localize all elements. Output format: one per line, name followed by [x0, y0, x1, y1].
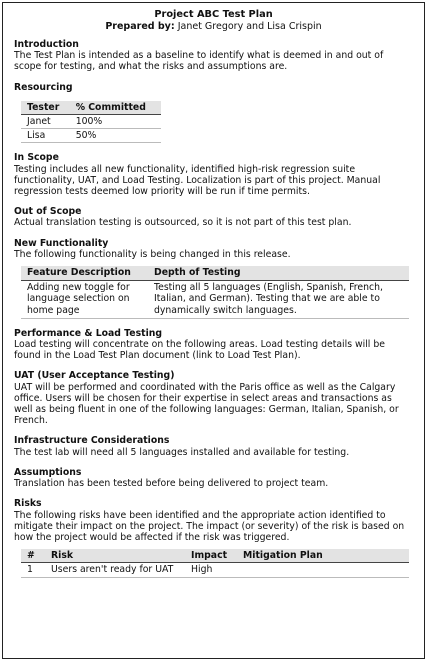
performance-heading: Performance & Load Testing — [14, 327, 163, 339]
new-functionality-text: The following functionality is being changed in this release. — [14, 248, 291, 260]
column-header-mitigation: Mitigation Plan — [237, 549, 409, 563]
risk-mitigation — [237, 563, 409, 577]
column-header-feature: Feature Description — [21, 266, 148, 281]
column-header-committed: % Committed — [70, 101, 161, 115]
introduction-text: The Test Plan is intended as a baseline to identify what is deemed in and out of scope for testing, and what the risks and assumptions are. — [14, 50, 384, 73]
risks-table — [21, 549, 409, 577]
new-functionality-heading: New Functionality — [14, 237, 109, 249]
table-header-row — [21, 101, 161, 115]
assumptions-text: Translation has been tested before being delivered to project team. — [14, 478, 329, 490]
out-of-scope-text: Actual translation testing is outsourced, so it is not part of this test plan. — [14, 217, 352, 229]
document-title: Project ABC Test Plan — [154, 9, 273, 20]
uat-text: UAT will be performed and coordinated with the Paris office as well as the Calgary office. Users will be chosen for their expertise in select areas and transactions as well as being fluent in one of the following languages: German, Italian, Spanish, or French. — [14, 381, 399, 427]
risks-text: The following risks have been identified and the appropriate action identified to mitigate their impact on the project. The impact (or severity) of the risk is based on how the project would be affected if the risk was triggered. — [14, 509, 405, 543]
risk-impact: High — [185, 563, 237, 577]
tester-commitment: 50% — [70, 129, 161, 143]
table-row — [21, 129, 161, 143]
infrastructure-text: The test lab will need all 5 languages installed and available for testing. — [14, 446, 350, 458]
prepared-by-label: Prepared by: — [105, 21, 175, 32]
tester-name: Lisa — [21, 129, 70, 143]
column-header-tester: Tester — [21, 101, 70, 115]
table-row — [21, 563, 409, 577]
assumptions-heading: Assumptions — [14, 466, 82, 478]
risks-heading: Risks — [14, 498, 42, 510]
feature-description: Adding new toggle for language selection on home page — [21, 281, 148, 319]
infrastructure-heading: Infrastructure Considerations — [14, 435, 170, 447]
tester-name: Janet — [21, 115, 70, 129]
table-row — [21, 115, 161, 129]
performance-text: Load testing will concentrate on the following areas. Load testing details will be found in the Load Test Plan document (link to Load Test Plan). — [14, 339, 385, 362]
in-scope-text: Testing includes all new functionality, identified high-risk regression suite functionality, UAT, and Load Testing. Localization is part of this project. Manual regression tests deemed low priority will be run if time permits. — [14, 163, 381, 198]
column-header-impact: Impact — [185, 549, 237, 563]
column-header-risk: Risk — [45, 549, 185, 563]
testing-depth: Testing all 5 languages (English, Spanish, French, Italian, and German). Testing that we are able to dynamically switch languages. — [148, 281, 409, 319]
out-of-scope-heading: Out of Scope — [14, 206, 82, 218]
risk-number: 1 — [21, 563, 45, 577]
authors: Janet Gregory and Lisa Crispin — [177, 21, 322, 32]
table-header-row — [21, 266, 409, 281]
resourcing-heading: Resourcing — [14, 81, 73, 93]
risk-description: Users aren't ready for UAT — [45, 563, 185, 577]
prepared-by-line — [14, 21, 413, 33]
introduction-heading: Introduction — [14, 39, 79, 50]
test-plan-document — [2, 2, 425, 659]
column-header-number: # — [21, 549, 45, 563]
functionality-table — [21, 266, 409, 319]
in-scope-heading: In Scope — [14, 152, 59, 164]
column-header-depth: Depth of Testing — [148, 266, 409, 281]
table-row — [21, 281, 409, 319]
table-header-row — [21, 549, 409, 563]
uat-heading: UAT (User Acceptance Testing) — [14, 370, 175, 382]
tester-commitment: 100% — [70, 115, 161, 129]
resourcing-table — [21, 101, 161, 144]
